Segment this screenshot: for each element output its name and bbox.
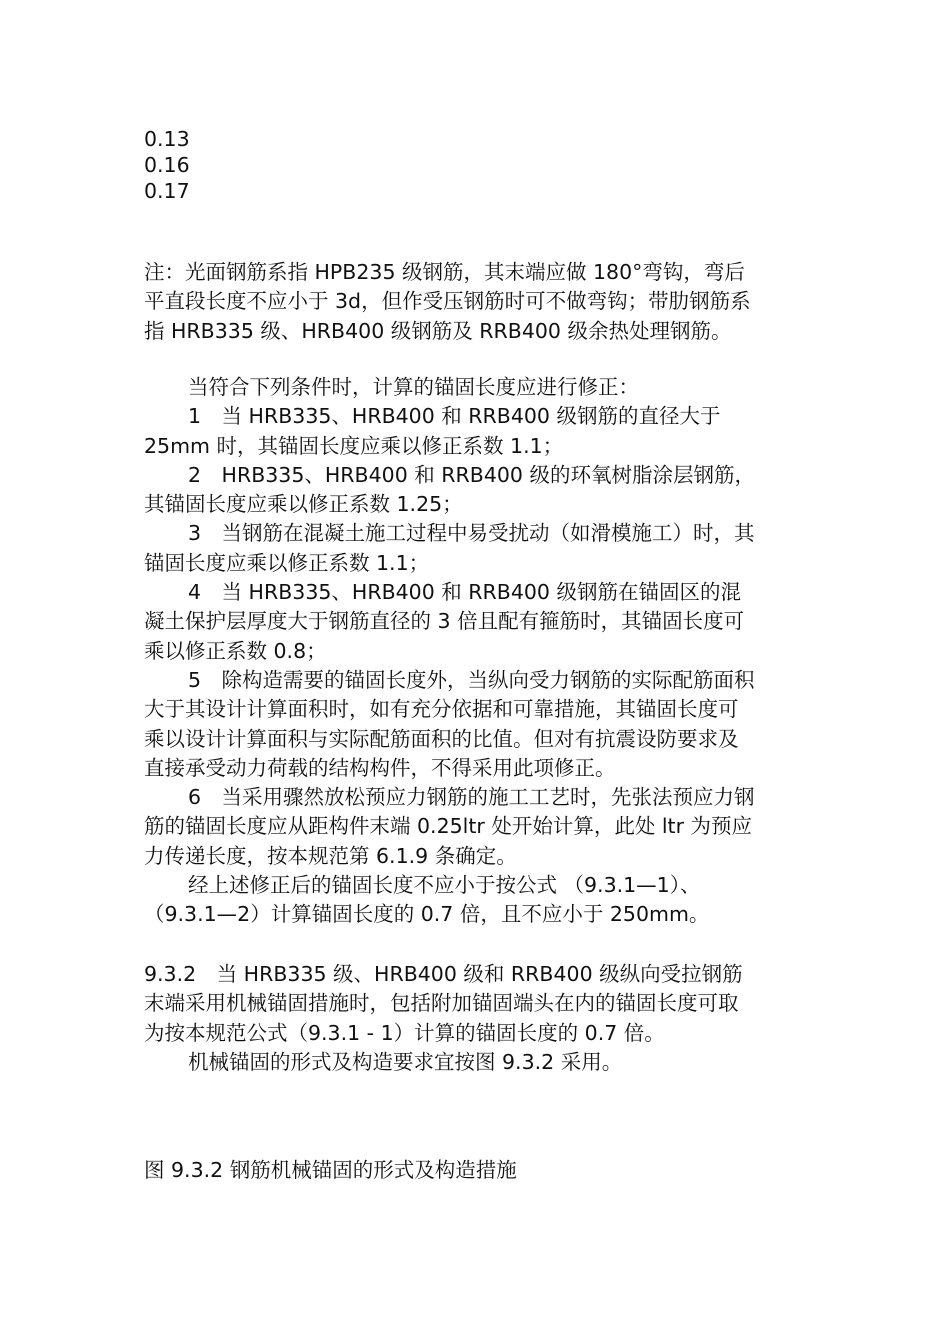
paragraph-line: 力传递长度，按本规范第 6.1.9 条确定。 [144, 843, 517, 868]
paragraph-line: 凝土保护层厚度大于钢筋直径的 3 倍且配有箍筋时，其锚固长度可 [144, 609, 745, 634]
paragraph-line: 2 HRB335、HRB400 和 RRB400 级的环氧树脂涂层钢筋， [188, 462, 755, 487]
section-line: 为按本规范公式（9.3.1 - 1）计算的锚固长度的 0.7 倍。 [144, 1020, 665, 1045]
paragraph-line: 经上述修正后的锚固长度不应小于按公式 （9.3.1—1）、 [188, 873, 701, 898]
paragraph-line: 1 当 HRB335、HRB400 和 RRB400 级钢筋的直径大于 [188, 404, 721, 429]
paragraph-line: 6 当采用骤然放松预应力钢筋的施工工艺时，先张法预应力钢 [188, 785, 755, 810]
paragraph-line: 25mm 时，其锚固长度应乘以修正系数 1.1； [144, 433, 564, 458]
paragraph-line: 乘以设计计算面积与实际配筋面积的比值。但对有抗震设防要求及 [144, 726, 739, 751]
section-line: 末端采用机械锚固措施时，包括附加锚固端头在内的锚固长度可取 [144, 991, 739, 1016]
note-line: 平直段长度不应小于 3d，但作受压钢筋时可不做弯钩；带肋钢筋系 [144, 289, 751, 314]
paragraph-line: 乘以修正系数 0.8； [144, 638, 327, 663]
figure-caption [144, 1157, 814, 1183]
paragraph-line: 4 当 HRB335、HRB400 和 RRB400 级钢筋在锚固区的混 [188, 580, 741, 605]
paragraph-line: 直接承受动力荷载的结构构件，不得采用此项修正。 [144, 755, 616, 780]
paragraph-line: 3 当钢筋在混凝土施工过程中易受扰动（如滑模施工）时，其 [188, 521, 755, 546]
table-note [144, 258, 814, 346]
section-line: 机械锚固的形式及构造要求宜按图 9.3.2 采用。 [188, 1049, 623, 1074]
paragraph-line: 锚固长度应乘以修正系数 1.1； [144, 550, 430, 575]
figure-caption-text: 图 9.3.2 钢筋机械锚固的形式及构造措施 [144, 1158, 517, 1182]
paragraph-line: 5 除构造需要的锚固长度外，当纵向受力钢筋的实际配筋面积 [188, 667, 755, 692]
paragraph-line: 其锚固长度应乘以修正系数 1.25； [144, 492, 463, 517]
section-line: 9.3.2 当 HRB335 级、HRB400 级和 RRB400 级纵向受拉钢筋 [144, 962, 743, 986]
note-line: 指 HRB335 级、HRB400 级钢筋及 RRB400 级余热处理钢筋。 [144, 318, 732, 343]
value-line: 0.17 [144, 179, 190, 203]
value-line: 0.16 [144, 153, 190, 177]
value-line: 0.13 [144, 127, 190, 151]
paragraph-line: （9.3.1—2）计算锚固长度的 0.7 倍，且不应小于 250mm。 [144, 902, 710, 927]
coefficient-values [144, 126, 814, 204]
paragraph-line: 当符合下列条件时，计算的锚固长度应进行修正： [188, 375, 639, 399]
note-line: 注：光面钢筋系指 HPB235 级钢筋，其末端应做 180°弯钩，弯后 [144, 260, 745, 284]
correction-conditions [144, 373, 814, 930]
paragraph-line: 大于其设计计算面积时，如有充分依据和可靠措施，其锚固长度可 [144, 697, 739, 722]
paragraph-line: 筋的锚固长度应从距构件末端 0.25ltr 处开始计算，此处 ltr 为预应 [144, 814, 753, 839]
section-9-3-2 [144, 960, 814, 1077]
